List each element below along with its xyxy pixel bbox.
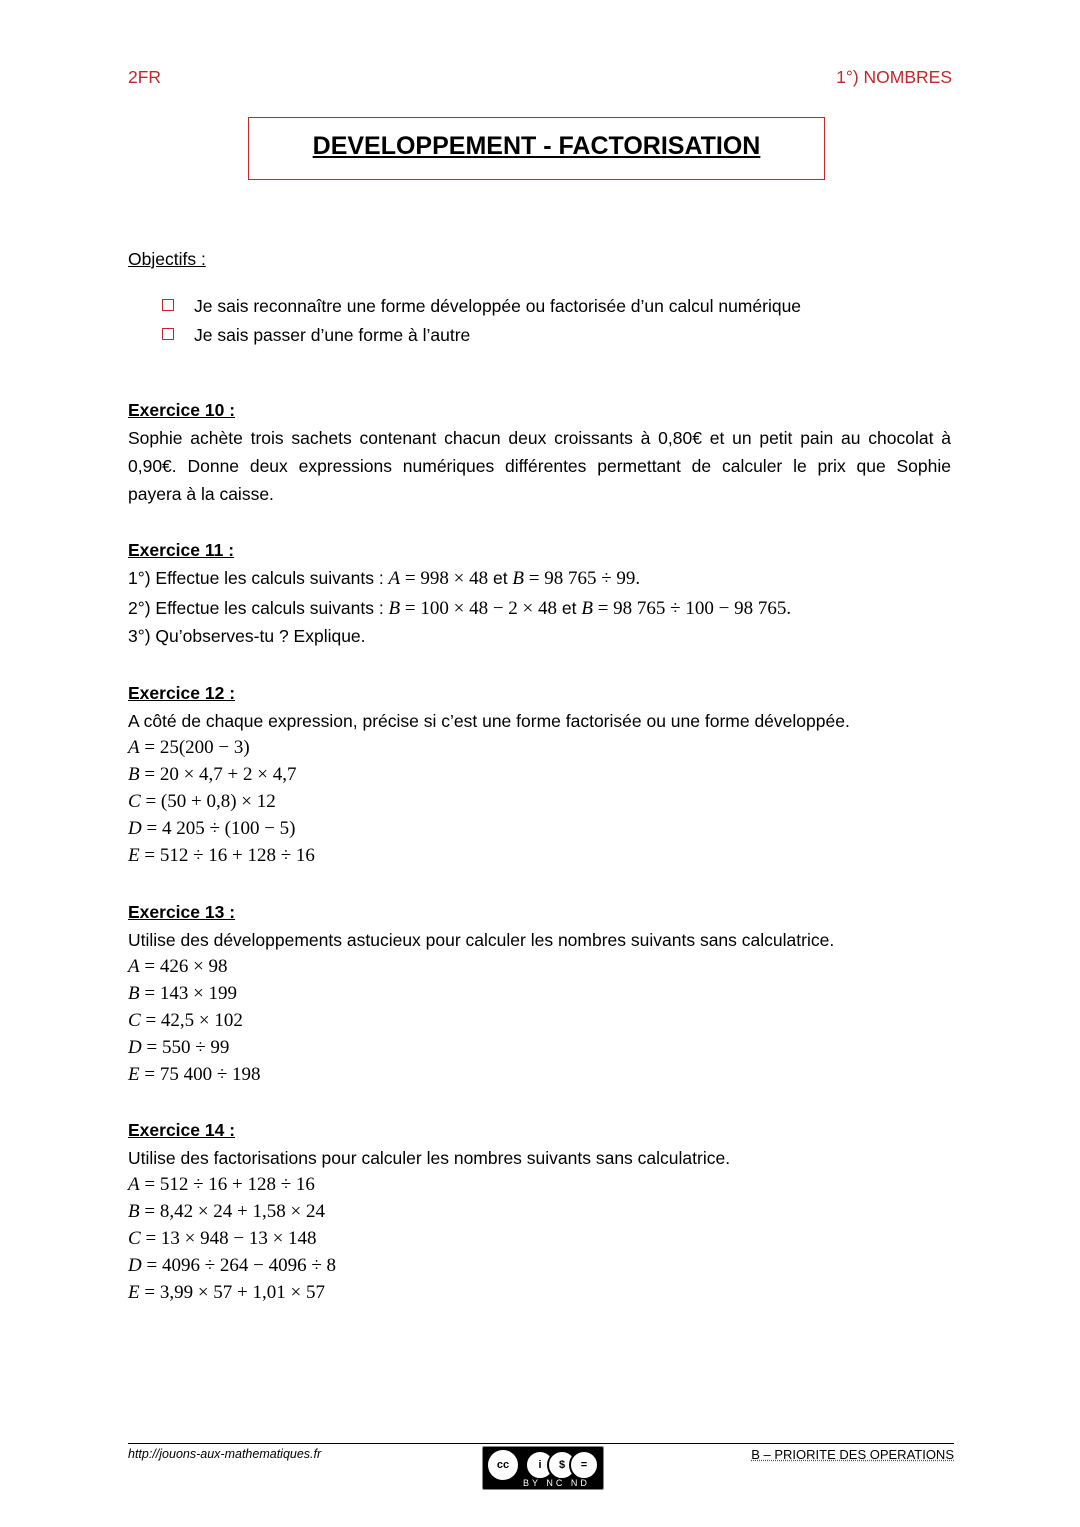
expr: = 98 765 ÷ 100 − 98 765. (592, 598, 792, 619)
ex13-title: Exercice 13 : (128, 902, 236, 922)
expression (128, 1255, 336, 1277)
objective-text: Je sais passer d’une forme à l’autre (194, 325, 471, 345)
by-icon: i (525, 1450, 555, 1480)
var: B (128, 764, 140, 785)
title-box (248, 117, 825, 180)
var: B (128, 1201, 140, 1222)
expression (128, 737, 250, 759)
expr: = 20 × 4,7 + 2 × 4,7 (139, 764, 297, 785)
exercise-11-q2 (128, 597, 791, 620)
expression (128, 1174, 315, 1196)
expression (128, 1201, 325, 1223)
expression (128, 791, 276, 813)
footer-url[interactable]: http://jouons-aux-mathematiques.fr (128, 1447, 322, 1461)
expr: = 75 400 ÷ 198 (139, 1064, 261, 1085)
expr: = 426 × 98 (139, 956, 228, 977)
ex12-title: Exercice 12 : (128, 683, 236, 703)
var: E (128, 1064, 140, 1085)
ex12-intro: A côté de chaque expression, précise si c’est une forme factorisée ou une forme développée. (128, 711, 850, 731)
expression (128, 764, 296, 786)
expression (128, 956, 228, 978)
checkbox-icon[interactable] (162, 299, 174, 311)
var: A (128, 1174, 140, 1195)
objective-item (162, 324, 470, 346)
expr: = 512 ÷ 16 + 128 ÷ 16 (139, 845, 315, 866)
expr: = 8,42 × 24 + 1,58 × 24 (139, 1201, 325, 1222)
cc-license-badge (482, 1446, 604, 1490)
expr: = 4 205 ÷ (100 − 5) (141, 818, 296, 839)
var: C (128, 1228, 141, 1249)
expression (128, 1228, 317, 1250)
ex14-intro: Utilise des factorisations pour calculer les nombres suivants sans calculatrice. (128, 1148, 731, 1168)
header-left: 2FR (128, 67, 162, 87)
exercise-11-q1 (128, 567, 640, 590)
expr: = 100 × 48 − 2 × 48 (400, 598, 558, 619)
var: E (128, 1282, 140, 1303)
exercise-10-title: Exercice 10 : (128, 400, 236, 420)
var: B (388, 598, 401, 619)
expression (128, 845, 315, 867)
objective-item (162, 295, 801, 317)
expr: = 13 × 948 − 13 × 148 (140, 1228, 317, 1249)
var: C (128, 791, 141, 812)
expression (128, 1037, 229, 1059)
exercise-10-text: 0,90€. Donne deux expressions numériques différentes permettant de calculer le prix que Sophie (128, 456, 951, 476)
cc-icon: cc (486, 1448, 520, 1482)
var: A (388, 568, 401, 589)
var: B (581, 598, 593, 619)
ex14-title: Exercice 14 : (128, 1120, 236, 1140)
var: C (128, 1010, 141, 1031)
expr: = 550 ÷ 99 (141, 1037, 230, 1058)
expr: = 42,5 × 102 (140, 1010, 243, 1031)
exercise-11-q3: 3°) Qu’observes-tu ? Explique. (128, 626, 366, 646)
nc-icon: $ (547, 1450, 577, 1480)
exercise-10-text: payera à la caisse. (128, 484, 274, 504)
expr: = 25(200 − 3) (139, 737, 250, 758)
expr: = (50 + 0,8) × 12 (140, 791, 276, 812)
q-text: et (557, 598, 582, 618)
var: D (128, 818, 142, 839)
objective-text: Je sais reconnaître une forme développée ou factorisée d’un calcul numérique (194, 296, 802, 316)
expression (128, 1282, 325, 1304)
expr: = 3,99 × 57 + 1,01 × 57 (139, 1282, 325, 1303)
expr: = 512 ÷ 16 + 128 ÷ 16 (139, 1174, 315, 1195)
expr: = 143 × 199 (139, 983, 238, 1004)
var: B (128, 983, 140, 1004)
expression (128, 983, 237, 1005)
footer-chapter: B – PRIORITE DES OPERATIONS (751, 1447, 954, 1462)
license-label: BY NC ND (523, 1478, 590, 1488)
var: A (128, 956, 140, 977)
var: D (128, 1255, 142, 1276)
var: B (512, 568, 525, 589)
q-text: et (488, 568, 513, 588)
header-right: 1°) NOMBRES (836, 67, 952, 87)
expr: = 998 × 48 (400, 568, 489, 589)
page-title: DEVELOPPEMENT - FACTORISATION (312, 132, 761, 160)
checkbox-icon[interactable] (162, 328, 174, 340)
exercise-11-title: Exercice 11 : (128, 540, 235, 560)
expression (128, 818, 296, 840)
q-text: 2°) Effectue les calculs suivants : (128, 598, 389, 618)
exercise-10-text: Sophie achète trois sachets contenant chacun deux croissants à 0,80€ et un petit pain au chocolat à (128, 428, 951, 448)
expr: = 98 765 ÷ 99. (524, 568, 641, 589)
expr: = 4096 ÷ 264 − 4096 ÷ 8 (141, 1255, 337, 1276)
q-text: 1°) Effectue les calculs suivants : (128, 568, 389, 588)
expression (128, 1010, 243, 1032)
var: E (128, 845, 140, 866)
ex13-intro: Utilise des développements astucieux pour calculer les nombres suivants sans calculatrice. (128, 930, 835, 950)
objectives-label: Objectifs : (128, 249, 206, 269)
expression (128, 1064, 261, 1086)
var: A (128, 737, 140, 758)
nd-icon: = (569, 1450, 599, 1480)
var: D (128, 1037, 142, 1058)
footer-divider (128, 1443, 954, 1444)
